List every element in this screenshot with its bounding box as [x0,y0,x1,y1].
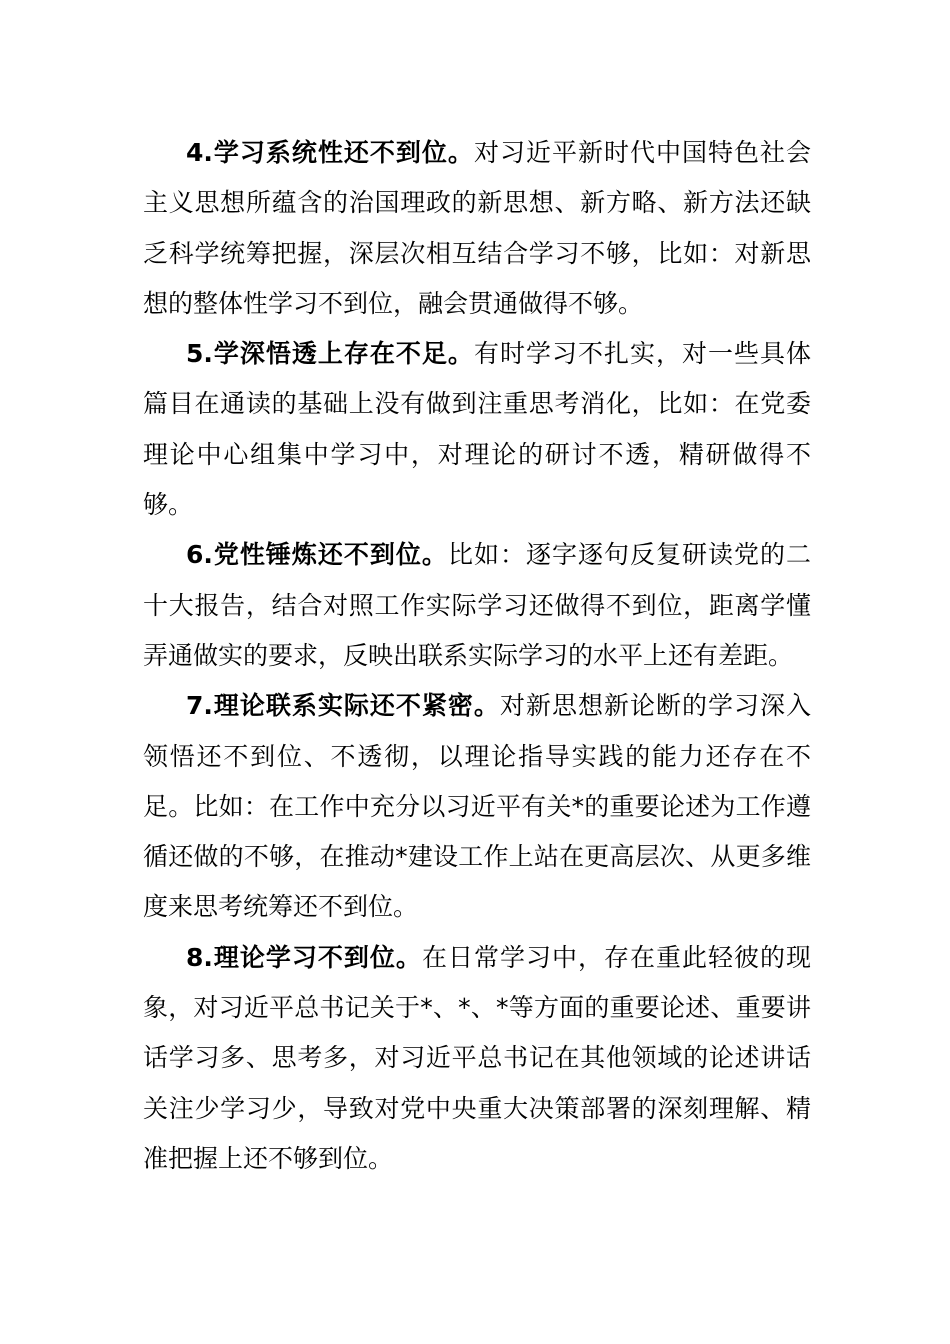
paragraph-6 [143,530,811,681]
paragraph-7 [143,681,811,932]
paragraph-6-text: 比如：逐字逐句反复研读党的二十大报告，结合对照工作实际学习还做得不到位，距离学懂弄通做实的要求，反映出联系实际学习的水平上还有差距。 [143,540,811,670]
paragraph-8 [143,933,811,1184]
paragraph-5 [143,329,811,530]
paragraph-7-heading: 7.理论联系实际还不紧密。 [186,691,500,721]
paragraph-7-text: 对新思想新论断的学习深入领悟还不到位、不透彻，以理论指导实践的能力还存在不足。比如：在工作中充分以习近平有关*的重要论述为工作遵循还做的不够，在推动*建设工作上站在更高层次、从更多维度来思考统筹还不到位。 [143,691,811,922]
paragraph-5-heading: 5.学深悟透上存在不足。 [186,339,474,369]
paragraph-8-text: 在日常学习中，存在重此轻彼的现象，对习近平总书记关于*、*、*等方面的重要论述、重要讲话学习多、思考多，对习近平总书记在其他领域的论述讲话关注少学习少，导致对党中央重大决策部署的深刻理解、精准把握上还不够到位。 [143,942,811,1173]
paragraph-8-heading: 8.理论学习不到位。 [186,942,422,972]
document-body [143,128,811,1184]
paragraph-6-heading: 6.党性锤炼还不到位。 [186,540,448,570]
paragraph-4 [143,128,811,329]
paragraph-4-heading: 4.学习系统性还不到位。 [186,138,474,167]
paragraph-5-text: 有时学习不扎实，对一些具体篇目在通读的基础上没有做到注重思考消化，比如：在党委理论中心组集中学习中，对理论的研讨不透，精研做得不够。 [143,339,811,520]
paragraph-4-text: 对习近平新时代中国特色社会主义思想所蕴含的治国理政的新思想、新方略、新方法还缺乏科学统筹把握，深层次相互结合学习不够，比如：对新思想的整体性学习不到位，融会贯通做得不够。 [143,138,811,318]
